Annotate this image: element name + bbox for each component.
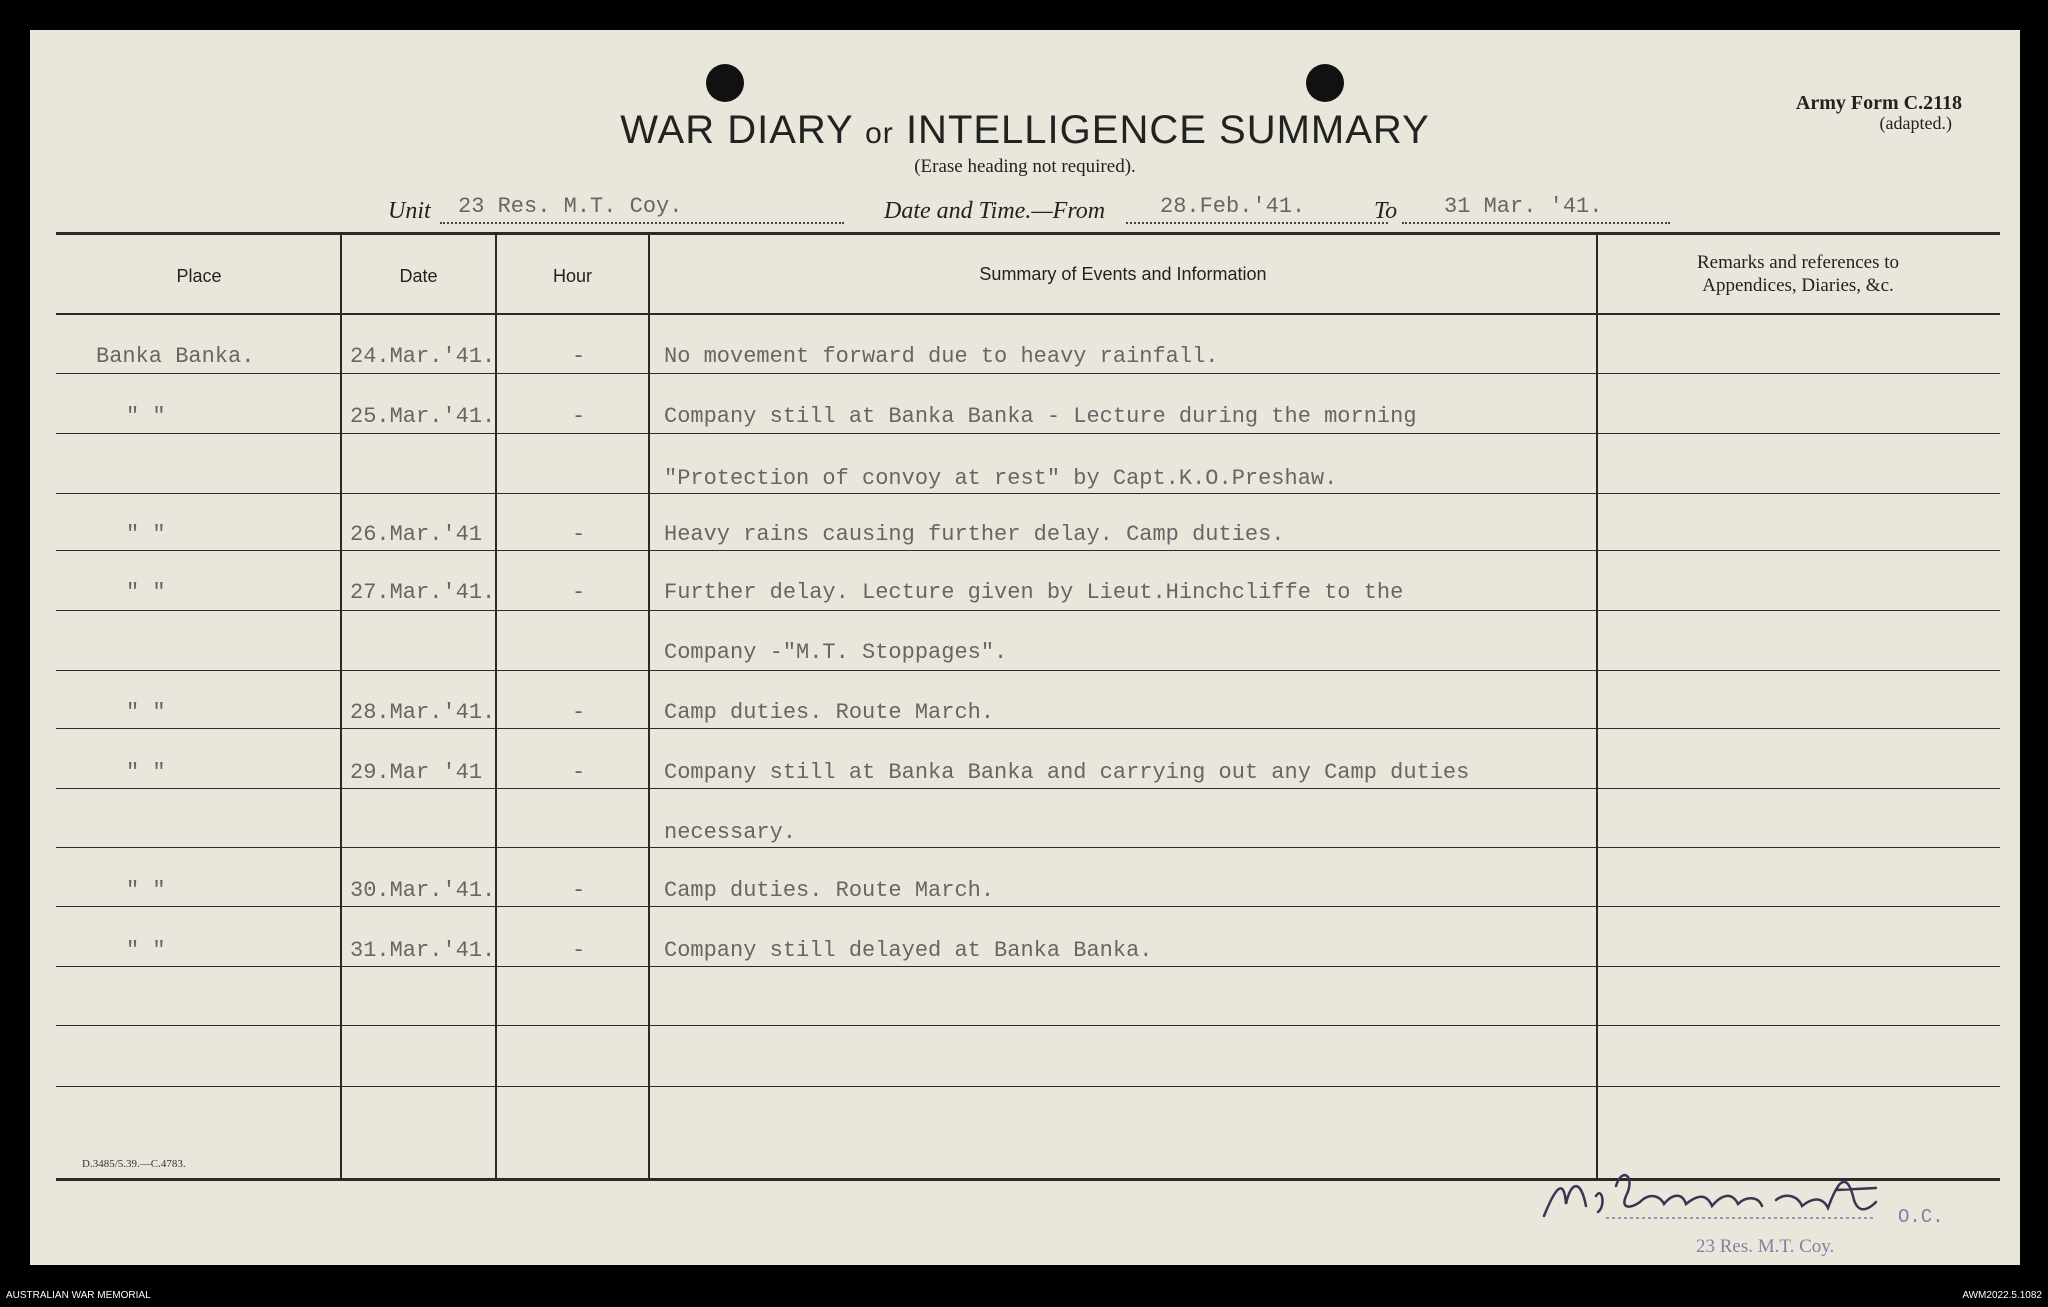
divider-place-date — [340, 232, 342, 1180]
row-rule — [56, 610, 2000, 611]
row-rule — [56, 966, 2000, 967]
row-rule — [56, 493, 2000, 494]
date-time-label: Date and Time.—From — [884, 198, 1106, 224]
row-rule — [56, 1025, 2000, 1026]
header-remarks-line1: Remarks and references to — [1696, 252, 1900, 273]
form-adapted: (adapted.) — [1879, 113, 1952, 133]
title-war-diary: WAR DIARY — [620, 108, 853, 152]
unit-dots — [440, 222, 844, 224]
diary-page — [30, 30, 2020, 1265]
divider-date-hour — [495, 232, 497, 1180]
header-remarks — [1598, 252, 1998, 298]
punch-hole-left — [706, 64, 744, 102]
row-rule — [56, 847, 2000, 848]
row-summary: Company still at Banka Banka and carrying out any Camp duties — [664, 760, 1470, 785]
row-rule — [56, 788, 2000, 789]
table-top-border — [56, 232, 2000, 235]
row-summary: Further delay. Lecture given by Lieut.Hinchcliffe to the — [664, 580, 1404, 605]
row-summary: Camp duties. Route March. — [664, 700, 995, 725]
title-or: or — [865, 117, 894, 150]
row-hour: - — [572, 938, 586, 963]
signature-image — [1536, 1156, 1936, 1236]
credit-left: AUSTRALIAN WAR MEMORIAL — [6, 1290, 151, 1301]
row-summary: Company still at Banka Banka - Lecture during the morning — [664, 404, 1417, 429]
print-code: D.3485/5.39.—C.4783. — [82, 1158, 186, 1170]
row-place-ditto: " " — [126, 580, 166, 605]
row-rule — [56, 433, 2000, 434]
credit-right: AWM2022.5.1082 — [1962, 1290, 2042, 1301]
row-summary-continued: Company -"M.T. Stoppages". — [664, 640, 1008, 665]
row-date: 28.Mar.'41. — [350, 700, 496, 725]
row-date: 24.Mar.'41. — [350, 344, 496, 369]
row-hour: - — [572, 404, 586, 429]
row-summary: No movement forward due to heavy rainfall. — [664, 344, 1219, 369]
title-intelligence-summary: INTELLIGENCE SUMMARY — [905, 108, 1430, 152]
header-bottom-border — [56, 313, 2000, 315]
header-hour: Hour — [552, 266, 592, 286]
date-to-value: 31 Mar. '41. — [1444, 194, 1603, 219]
army-form-label — [1796, 92, 1962, 134]
unit-value: 23 Res. M.T. Coy. — [458, 194, 683, 219]
header-remarks-line2: Appendices, Diaries, &c. — [1702, 274, 1894, 296]
row-rule — [56, 550, 2000, 551]
row-rule — [56, 373, 2000, 374]
row-place: Banka Banka. — [96, 344, 255, 369]
divider-summary-remarks — [1596, 232, 1598, 1180]
row-place-ditto: " " — [126, 404, 166, 429]
row-hour: - — [572, 760, 586, 785]
stamp-unit: 23 Res. M.T. Coy. — [1696, 1236, 1835, 1257]
unit-label: Unit — [388, 198, 431, 224]
row-summary: Camp duties. Route March. — [664, 878, 995, 903]
date-to-dots — [1402, 222, 1670, 224]
divider-hour-summary — [648, 232, 650, 1180]
row-place-ditto: " " — [126, 760, 166, 785]
oc-label: O.C. — [1898, 1206, 1944, 1228]
row-rule — [56, 906, 2000, 907]
row-summary: Heavy rains causing further delay. Camp duties. — [664, 522, 1285, 547]
row-hour: - — [572, 878, 586, 903]
subtitle: (Erase heading not required). — [914, 156, 1136, 177]
row-summary: Company still delayed at Banka Banka. — [664, 938, 1153, 963]
row-hour: - — [572, 344, 586, 369]
punch-hole-right — [1306, 64, 1344, 102]
header-place: Place — [176, 266, 222, 286]
to-label: To — [1374, 198, 1398, 224]
row-rule — [56, 670, 2000, 671]
form-number: Army Form C.2118 — [1795, 92, 1962, 114]
row-date: 25.Mar.'41. — [350, 404, 496, 429]
row-place-ditto: " " — [126, 700, 166, 725]
row-hour: - — [572, 700, 586, 725]
row-summary-continued: necessary. — [664, 820, 797, 845]
header-date: Date — [399, 266, 438, 286]
row-date: 26.Mar.'41 — [350, 522, 483, 547]
row-date: 30.Mar.'41. — [350, 878, 496, 903]
row-hour: - — [572, 580, 586, 605]
row-hour: - — [572, 522, 586, 547]
date-from-dots — [1126, 222, 1388, 224]
row-summary-continued: "Protection of convoy at rest" by Capt.K.O.Preshaw. — [664, 466, 1338, 491]
page-title — [30, 108, 2020, 153]
row-rule — [56, 728, 2000, 729]
row-place-ditto: " " — [126, 878, 166, 903]
row-date: 31.Mar.'41. — [350, 938, 496, 963]
row-place-ditto: " " — [126, 938, 166, 963]
date-from-value: 28.Feb.'41. — [1160, 194, 1306, 219]
header-summary: Summary of Events and Information — [979, 264, 1267, 284]
row-date: 27.Mar.'41. — [350, 580, 496, 605]
row-date: 29.Mar '41 — [350, 760, 483, 785]
row-place-ditto: " " — [126, 522, 166, 547]
row-rule — [56, 1086, 2000, 1087]
